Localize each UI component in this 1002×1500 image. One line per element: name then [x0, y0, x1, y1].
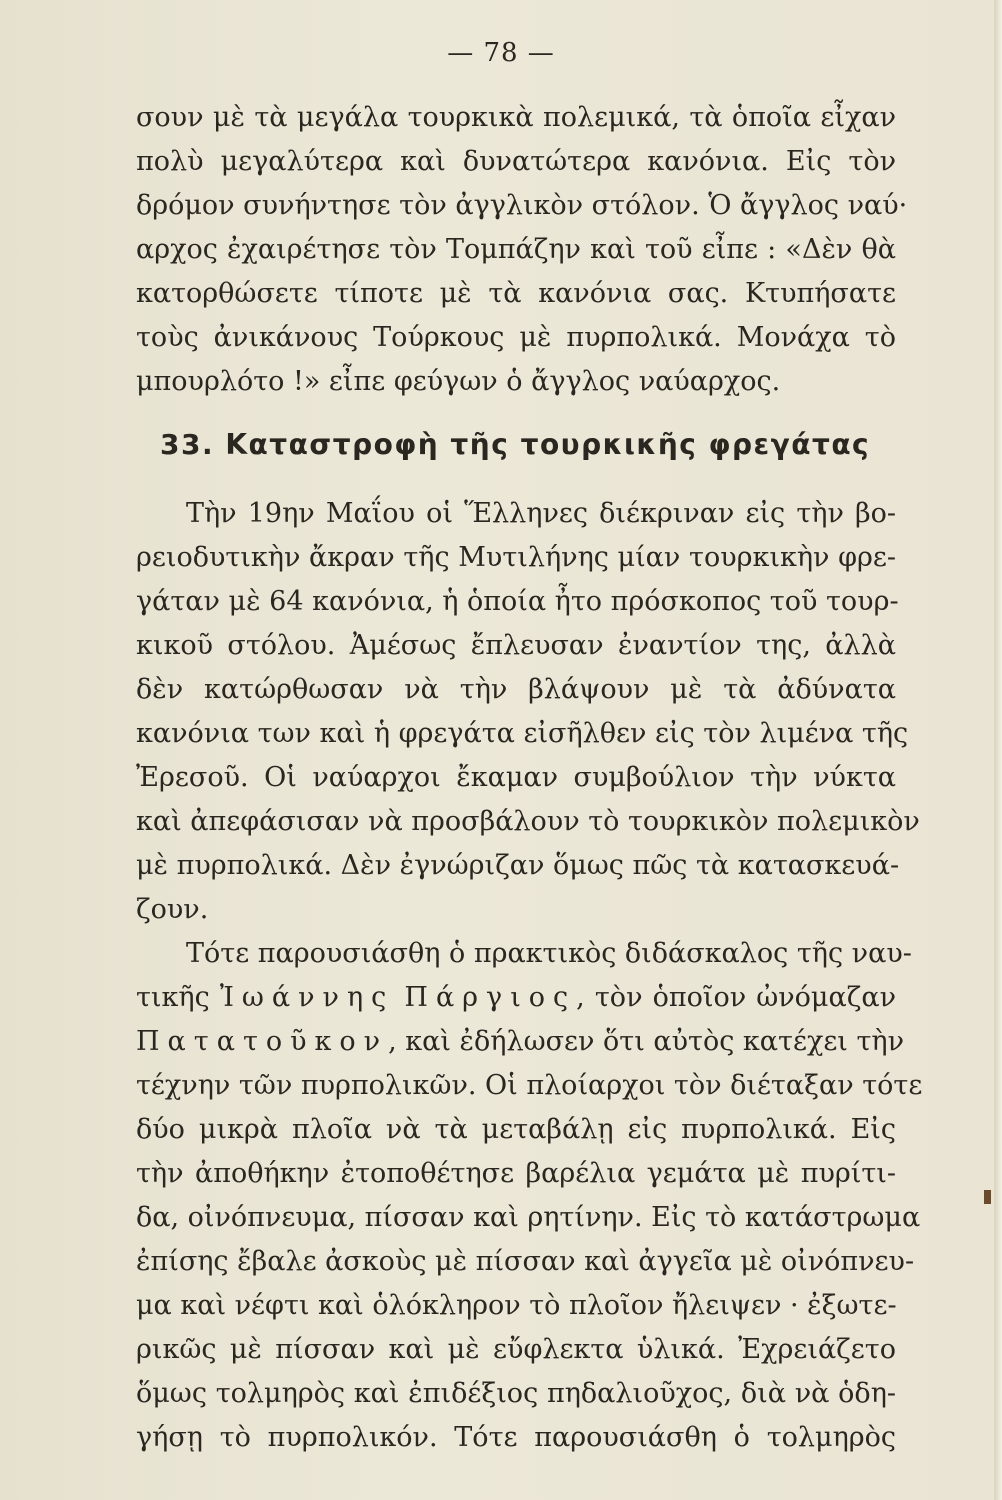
text-line: τοὺς ἀνικάνους Τούρκους μὲ πυρπολικά. Μονάχα τὸ: [136, 322, 896, 353]
text-line: γάταν μὲ 64 κανόνια, ἡ ὁποία ἦτο πρόσκοπος τοῦ τουρ-: [136, 586, 899, 617]
text-line: ρικῶς μὲ πίσσαν καὶ μὲ εὔφλεκτα ὑλικά. Ἐχρειάζετο: [136, 1334, 896, 1365]
paragraph-2: [136, 492, 923, 1460]
text-fragment: τικῆς: [136, 982, 210, 1013]
text-line: ρειοδυτικὴν ἄκραν τῆς Μυτιλήνης μίαν τουρκικὴν φρε-: [136, 542, 896, 573]
text-fragment: , τὸν ὁποῖον ὠνόμαζαν: [576, 982, 896, 1013]
text-line: μα καὶ νέφτι καὶ ὁλόκληρον τὸ πλοῖον ἤλειψεν · ἐξωτε-: [136, 1290, 897, 1321]
paper-mark: [984, 1190, 991, 1204]
text-line: κανόνια των καὶ ἡ φρεγάτα εἰσῆλθεν εἰς τὸν λιμένα τῆς: [136, 718, 909, 749]
text-line: μὲ πυρπολικά. Δὲν ἐγνώριζαν ὅμως πῶς τὰ κατασκευά-: [136, 850, 900, 881]
text-line-pargios: [136, 976, 896, 1020]
text-line: δα, οἰνόπνευμα, πίσσαν καὶ ρητίνην. Εἰς τὸ κατάστρωμα: [136, 1202, 921, 1233]
text-line: σουν μὲ τὰ μεγάλα τουρκικὰ πολεμικά, τὰ ὁποῖα εἶχαν: [136, 102, 896, 133]
text-line: Ἐρεσοῦ. Οἱ ναύαρχοι ἔκαμαν συμβούλιον τὴν νύκτα: [136, 762, 896, 793]
text-line: Τὴν 19ην Μαΐου οἱ Ἕλληνες διέκριναν εἰς τὴν βο-: [186, 498, 896, 529]
text-fragment: , καὶ ἐδήλωσεν ὅτι αὐτὸς κατέχει τὴν: [388, 1026, 904, 1057]
page-number: — 78 —: [447, 38, 555, 68]
text-line: Τότε παρουσιάσθη ὁ πρακτικὸς διδάσκαλος τῆς ναυ-: [186, 938, 912, 969]
text-line: μπουρλότο !» εἶπε φεύγων ὁ ἄγγλος ναύαρχος.: [136, 366, 781, 397]
text-line: αρχος ἐχαιρέτησε τὸν Τομπάζην καὶ τοῦ εἶπε : «Δὲν θὰ: [136, 234, 896, 265]
text-line: τὴν ἀποθήκην ἐτοποθέτησε βαρέλια γεμάτα μὲ πυρίτι-: [136, 1158, 896, 1189]
text-line: δύο μικρὰ πλοῖα νὰ τὰ μεταβάλῃ εἰς πυρπολικά. Εἰς: [136, 1114, 896, 1145]
paragraph-1: [136, 96, 908, 404]
person-name: Πάργιος: [404, 982, 577, 1013]
text-line: ὅμως τολμηρὸς καὶ ἐπιδέξιος πηδαλιοῦχος, διὰ νὰ ὁδη-: [136, 1378, 896, 1409]
text-line-patatoukos: [136, 1020, 904, 1064]
text-line: πολὺ μεγαλύτερα καὶ δυνατώτερα κανόνια. Εἰς τὸν: [136, 146, 896, 177]
text-line: δρόμον συνήντησε τὸν ἀγγλικὸν στόλον. Ὁ ἄγγλος ναύ·: [136, 190, 908, 221]
text-line: ζουν.: [136, 894, 209, 925]
page-edge: [994, 0, 1002, 1500]
person-name: Ἰωάννης: [219, 982, 395, 1013]
section-heading: 33. Καταστροφὴ τῆς τουρκικῆς φρεγάτας: [160, 428, 871, 461]
text-line: δὲν κατώρθωσαν νὰ τὴν βλάψουν μὲ τὰ ἀδύνατα: [136, 674, 896, 705]
person-nickname: Πατατοῦκον: [136, 1026, 389, 1057]
text-line: τέχνην τῶν πυρπολικῶν. Οἱ πλοίαρχοι τὸν διέταξαν τότε: [136, 1070, 923, 1101]
text-line: κικοῦ στόλου. Ἀμέσως ἔπλευσαν ἐναντίον της, ἀλλὰ: [136, 630, 896, 661]
text-line: ἐπίσης ἔβαλε ἀσκοὺς μὲ πίσσαν καὶ ἀγγεῖα μὲ οἰνόπνευ-: [136, 1246, 915, 1277]
text-line: καὶ ἀπεφάσισαν νὰ προσβάλουν τὸ τουρκικὸν πολεμικὸν: [136, 806, 920, 837]
text-line: γήσῃ τὸ πυρπολικόν. Τότε παρουσιάσθη ὁ τολμηρὸς: [136, 1422, 896, 1453]
text-line: κατορθώσετε τίποτε μὲ τὰ κανόνια σας. Κτυπήσατε: [136, 278, 896, 309]
